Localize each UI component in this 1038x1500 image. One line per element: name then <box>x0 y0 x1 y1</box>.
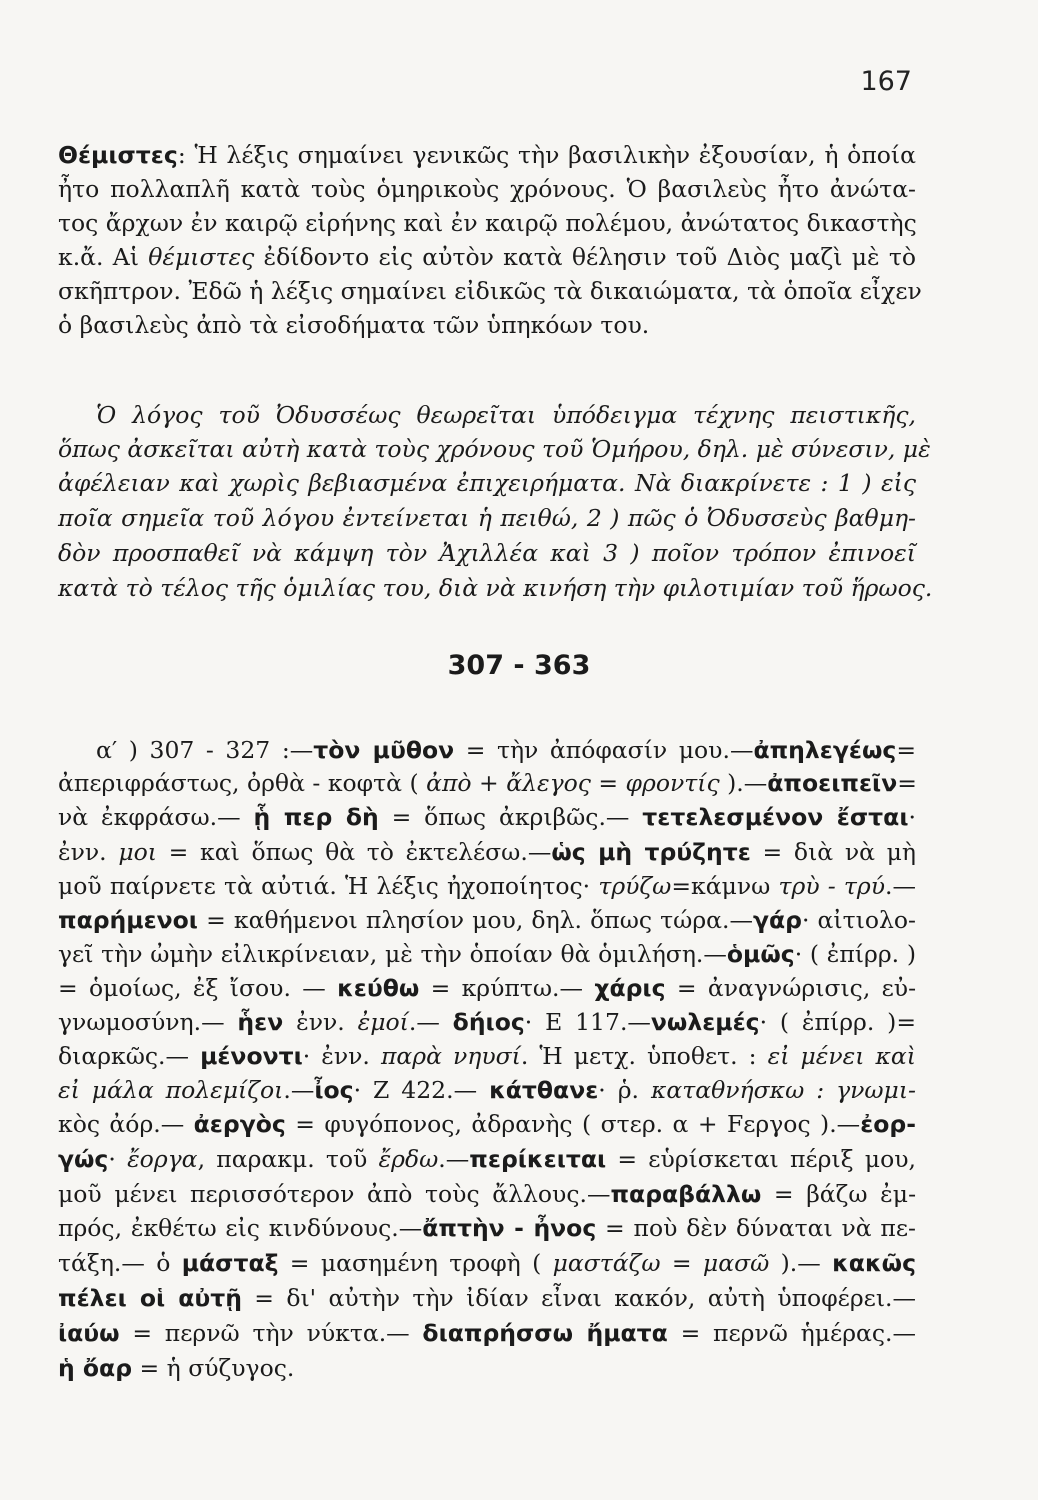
para2-line: δὸν προσπαθεῖ νὰ κάμψη τὸν Ἀχιλλέα καὶ 3 ) ποῖον τρόπον ἐπινοεῖ <box>58 539 916 567</box>
text-run: .— <box>438 1145 470 1173</box>
para1-line <box>58 276 922 306</box>
text-run: γεῖ τὴν ὠμὴν εἰλικρίνειαν, μὲ τὴν ὁποίαν θὰ ὁμιλήση.— <box>58 940 727 968</box>
lemma-term: κεύθω <box>337 974 420 1002</box>
text-run: .— <box>408 1008 453 1036</box>
para2-line: ποῖα σημεῖα τοῦ λόγου ἐντείνεται ἡ πειθώ, 2 ) πῶς ὁ Ὀδυσσεὺς βαθμη- <box>58 504 916 532</box>
section-heading: 307 - 363 <box>447 650 591 681</box>
commentary-line <box>58 768 916 798</box>
page-number: 167 <box>860 66 912 97</box>
commentary-line <box>58 1075 916 1105</box>
text-run: = φυγόπονος, ἀδρανὴς ( στερ. α + Fεργος ).— <box>285 1110 861 1138</box>
lemma-term: διαπρήσσω ἤματα <box>422 1319 668 1347</box>
para1-line <box>58 174 916 204</box>
para1-line <box>58 310 916 340</box>
lemma-term: παραβάλλω <box>610 1180 762 1208</box>
italic-text: θέμιστες <box>148 243 255 271</box>
commentary-line <box>58 1109 916 1139</box>
text-run: μοῦ μένει περισσότερον ἀπὸ τοὺς ἄλλους.— <box>58 1180 611 1208</box>
text-run: = τὴν ἀπόφασίν μου.— <box>454 736 754 764</box>
italic-text: ἔοργα <box>127 1145 198 1173</box>
lemma-term: ἰαύω <box>58 1319 120 1347</box>
text-run: = δι' αὐτὴν τὴν ἰδίαν εἶναι κακόν, αὐτὴ ὑποφέρει.— <box>241 1284 916 1312</box>
text-run: : Ἡ λέξις σημαίνει γενικῶς τὴν βασιλικὴν ἐξουσίαν, ἡ ὁποία <box>177 141 916 169</box>
text-run: = διὰ νὰ μὴ <box>750 838 917 866</box>
italic-text: καταθνήσκω : γνωμι- <box>650 1076 916 1104</box>
text-run: · ( ἐπίρρ. ) <box>794 940 916 968</box>
text-run: γνωμοσύνη.— <box>58 1008 238 1036</box>
commentary-line <box>58 1318 916 1348</box>
text-run: ).— <box>769 1249 833 1277</box>
text-run: . Ἡ μετχ. ὑποθετ. : <box>520 1042 768 1070</box>
lemma-term: ἡ ὄαρ <box>58 1354 133 1382</box>
lemma-term: ἀπηλεγέως <box>753 736 897 764</box>
text-run: · ῥ. <box>598 1076 651 1104</box>
lemma-term: ἄπτὴν - ἦνος <box>422 1214 597 1242</box>
italic-text: μαστάζω = μασῶ <box>552 1249 770 1277</box>
lemma-term: νωλεμές <box>650 1008 760 1036</box>
text-run: , παρακμ. τοῦ <box>197 1145 379 1173</box>
commentary-line <box>58 1179 916 1209</box>
text-run: νὰ ἐκφράσω.— <box>58 803 254 831</box>
lemma-term: περίκειται <box>469 1145 607 1173</box>
commentary-line <box>58 905 916 935</box>
text-run: ὁ βασιλεὺς ἀπὸ τὰ εἰσοδήματα τῶν ὑπηκόων του. <box>58 311 650 339</box>
commentary-line <box>58 1248 916 1278</box>
lemma-term: πέλει οἱ αὐτῇ <box>58 1284 242 1312</box>
italic-text: εἰ μάλα πολεμίζοι <box>58 1076 284 1104</box>
lemma-term: ᾗ περ δὴ <box>253 803 379 831</box>
text-run: α′ ) 307 - 327 :— <box>96 736 314 764</box>
text-run: = καθήμενοι πλησίον μου, δηλ. ὅπως τώρα.— <box>197 906 753 934</box>
text-run: = <box>897 769 917 797</box>
text-run: · Z 422.— <box>353 1076 490 1104</box>
lemma-term: ἐορ- <box>860 1110 916 1138</box>
commentary-line <box>58 802 916 832</box>
text-run: = ὁμοίως, ἐξ ἴσου. — <box>58 974 338 1002</box>
text-run: πρός, ἐκθέτω εἰς κινδύνους.— <box>58 1214 423 1242</box>
lemma-term: ἀεργὸς <box>193 1110 286 1138</box>
lemma-term: τὸν μῦθον <box>313 736 455 764</box>
commentary-line <box>58 939 916 969</box>
italic-text: μοι <box>118 838 157 866</box>
italic-text: τρύζω <box>598 872 672 900</box>
commentary-line <box>96 735 916 765</box>
text-run: = βάζω ἐμ- <box>761 1180 917 1208</box>
text-run: = καὶ ὅπως θὰ τὸ ἐκτελέσω.— <box>156 838 552 866</box>
text-run: ).— <box>719 769 768 797</box>
para2-line: ἀφέλειαν καὶ χωρὶς βεβιασμένα ἐπιχειρήματα. Νὰ διακρίνετε : 1 ) εἰς <box>58 469 916 497</box>
text-run: = <box>896 736 917 764</box>
text-run: · E 117.— <box>524 1008 651 1036</box>
text-run: = μασημένη τροφὴ ( <box>278 1249 553 1277</box>
text-run: σκῆπτρον. Ἐδῶ ἡ λέξις σημαίνει εἰδικῶς τὰ δικαιώματα, τὰ ὁποῖα εἶχεν <box>58 277 922 305</box>
lemma-term: ἀποειπεῖν <box>767 769 898 797</box>
text-run: ἦτο πολλαπλῆ κατὰ τοὺς ὁμηρικοὺς χρόνους. Ὁ βασιλεὺς ἦτο ἀνώτα- <box>58 175 916 203</box>
commentary-line <box>58 1283 916 1313</box>
text-run: ἀπεριφράστως, ὀρθὰ - κοφτὰ ( <box>58 769 427 797</box>
lemma-term: τετελεσμένον ἔσται <box>642 803 909 831</box>
text-run: = ποὺ δὲν δύναται νὰ πε- <box>596 1214 916 1242</box>
text-run: = περνῶ ἡμέρας.— <box>667 1319 917 1347</box>
lemma-term: ὁμῶς <box>726 940 795 968</box>
lemma-term: ἧεν <box>237 1008 284 1036</box>
para1-line <box>58 242 916 272</box>
lemma-term: χάρις <box>594 974 666 1002</box>
lemma-term: γάρ <box>752 906 802 934</box>
italic-text: εἰ μένει καὶ <box>767 1042 917 1070</box>
text-run: · <box>108 1145 128 1173</box>
text-run: .— <box>283 1076 315 1104</box>
commentary-line <box>58 1041 916 1071</box>
text-run: μοῦ παίρνετε τὰ αὐτιά. Ἡ λέξις ἠχοποίητος· <box>58 872 599 900</box>
italic-text: ἀπὸ + ἄλεγος = φροντίς <box>426 769 720 797</box>
text-run: ἐνν. <box>283 1008 358 1036</box>
lemma-term: ἶος <box>314 1076 354 1104</box>
lemma-term: μάσταξ <box>181 1249 279 1277</box>
text-run: .— <box>885 872 916 900</box>
text-run: · αἰτιολο- <box>801 906 916 934</box>
text-run: κὸς ἀόρ.— <box>58 1110 194 1138</box>
text-run: κ.ἄ. Αἱ <box>58 243 149 271</box>
commentary-line <box>58 871 916 901</box>
lemma-term: κάτθανε <box>489 1076 599 1104</box>
commentary-line <box>58 973 916 1003</box>
text-run: = ὅπως ἀκριβῶς.— <box>378 803 643 831</box>
para2-line: κατὰ τὸ τέλος τῆς ὁμιλίας του, διὰ νὰ κινήση τὴν φιλοτιμίαν τοῦ ἥρωος. <box>58 574 933 602</box>
text-run: · ( ἐπίρρ. )= <box>759 1008 917 1036</box>
text-run: = κρύπτω.— <box>419 974 595 1002</box>
italic-text: ἔρδω <box>378 1145 439 1173</box>
text-run: διαρκῶς.— <box>58 1042 201 1070</box>
text-run: = ἡ σύζυγος. <box>132 1354 295 1382</box>
commentary-line <box>58 1144 916 1174</box>
lemma-term: παρήμενοι <box>58 906 198 934</box>
lemma-term: ὡς μὴ τρύζητε <box>551 838 751 866</box>
para1-line <box>58 140 916 170</box>
text-run: · <box>908 803 916 831</box>
para2-line: Ὁ λόγος τοῦ Ὀδυσσέως θεωρεῖται ὑπόδειγμα τέχνης πειστικῆς, <box>96 401 916 429</box>
commentary-line <box>58 1007 916 1037</box>
text-run: · ἐνν. <box>302 1042 381 1070</box>
commentary-line <box>58 837 916 867</box>
text-run: = εὑρίσκεται πέριξ μου, <box>606 1145 916 1173</box>
lemma-term: γώς <box>58 1145 109 1173</box>
text-run: ἐνν. <box>58 838 119 866</box>
text-run: τάξη.— ὁ <box>58 1249 182 1277</box>
text-run: = ἀναγνώρισις, εὐ- <box>665 974 917 1002</box>
commentary-line <box>58 1213 916 1243</box>
lemma-term: κακῶς <box>832 1249 917 1277</box>
text-run: =κάμνω <box>671 872 779 900</box>
lemma-term: Θέμιστες <box>58 141 178 169</box>
para2-line: ὅπως ἀσκεῖται αὐτὴ κατὰ τοὺς χρόνους τοῦ Ὁμήρου, δηλ. μὲ σύνεσιν, μὲ <box>58 435 931 463</box>
commentary-line <box>58 1353 916 1383</box>
para1-line <box>58 208 916 238</box>
lemma-term: μένοντι <box>200 1042 303 1070</box>
text-run: = περνῶ τὴν νύκτα.— <box>119 1319 423 1347</box>
italic-text: ἐμοί <box>357 1008 409 1036</box>
lemma-term: δήιος <box>452 1008 525 1036</box>
text-run: τος ἄρχων ἐν καιρῷ εἰρήνης καὶ ἐν καιρῷ πολέμου, ἀνώτατος δικαστὴς <box>58 209 917 237</box>
text-run: ἐδίδοντο εἰς αὐτὸν κατὰ θέλησιν τοῦ Διὸς μαζὶ μὲ τὸ <box>254 243 916 271</box>
italic-text: τρὺ - τρύ <box>778 872 885 900</box>
italic-text: παρὰ νηυσί <box>380 1042 521 1070</box>
